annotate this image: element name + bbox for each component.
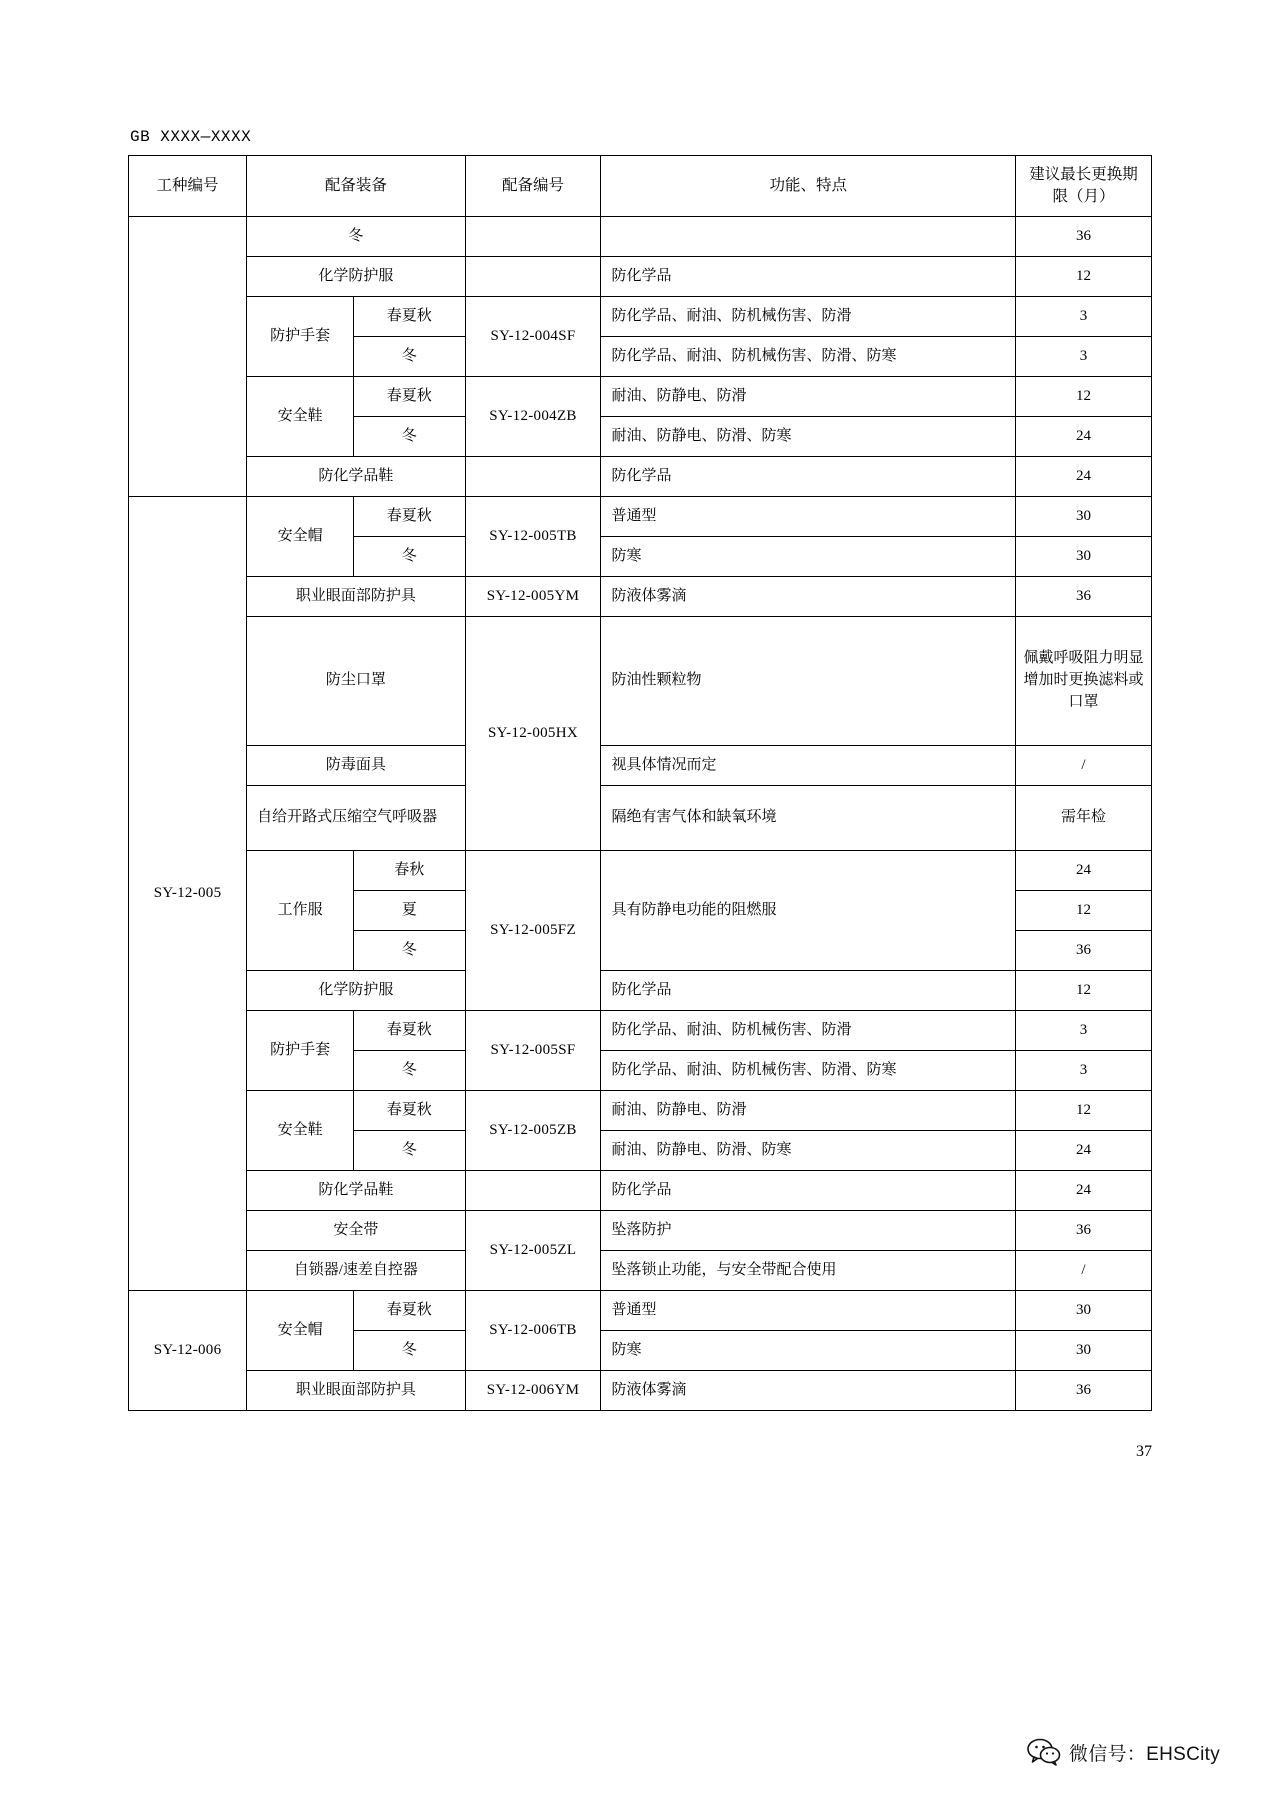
cell-function: 防化学品 [601, 457, 1016, 497]
cell-months: 24 [1016, 1171, 1152, 1211]
cell-equipment-code: SY-12-005HX [465, 617, 601, 851]
table-row [129, 1291, 1152, 1331]
cell-equipment-code: SY-12-005TB [465, 497, 601, 577]
cell-function: 防液体雾滴 [601, 1371, 1016, 1411]
cell-equipment-code: SY-12-005YM [465, 577, 601, 617]
header-function: 功能、特点 [601, 156, 1016, 217]
cell-equipment-chem-shoe: 防化学品鞋 [247, 457, 465, 497]
cell-function: 防化学品、耐油、防机械伤害、防滑、防寒 [601, 337, 1016, 377]
cell-function: 普通型 [601, 1291, 1016, 1331]
cell-season: 冬 [354, 1331, 465, 1371]
cell-months: 12 [1016, 971, 1152, 1011]
cell-equipment-code: SY-12-005ZB [465, 1091, 601, 1171]
cell-months: 3 [1016, 337, 1152, 377]
cell-equipment-helmet: 安全帽 [247, 497, 354, 577]
cell-equipment-chem-shoe: 防化学品鞋 [247, 1171, 465, 1211]
cell-function: 防液体雾滴 [601, 577, 1016, 617]
cell-function: 防化学品 [601, 257, 1016, 297]
cell-months: 3 [1016, 1011, 1152, 1051]
cell-equipment-chem-suit: 化学防护服 [247, 971, 465, 1011]
table-row [129, 377, 1152, 417]
cell-months: 24 [1016, 417, 1152, 457]
header-equipment-code: 配备编号 [465, 156, 601, 217]
cell-function: 具有防静电功能的阻燃服 [601, 851, 1016, 971]
cell-months: 36 [1016, 217, 1152, 257]
cell-months: 需年检 [1016, 786, 1152, 851]
table-row [129, 1011, 1152, 1051]
table-row [129, 217, 1152, 257]
cell-equipment-code [465, 457, 601, 497]
cell-months: 36 [1016, 1371, 1152, 1411]
cell-months: 3 [1016, 1051, 1152, 1091]
cell-equipment-code: SY-12-005ZL [465, 1211, 601, 1291]
table-row [129, 297, 1152, 337]
table-row [129, 1211, 1152, 1251]
cell-months: 24 [1016, 851, 1152, 891]
table-row [129, 786, 1152, 851]
cell-function: 防寒 [601, 1331, 1016, 1371]
cell-function: 防化学品、耐油、防机械伤害、防滑 [601, 1011, 1016, 1051]
cell-equipment-code: SY-12-004ZB [465, 377, 601, 457]
cell-equipment-chem-suit: 化学防护服 [247, 257, 465, 297]
cell-function [601, 217, 1016, 257]
cell-equipment-code: SY-12-005FZ [465, 851, 601, 1011]
cell-season: 冬 [354, 931, 465, 971]
cell-season: 春夏秋 [354, 1291, 465, 1331]
cell-function: 防寒 [601, 537, 1016, 577]
cell-season: 春夏秋 [354, 297, 465, 337]
cell-equipment-harness: 安全带 [247, 1211, 465, 1251]
cell-function: 坠落锁止功能，与安全带配合使用 [601, 1251, 1016, 1291]
cell-equipment-shoe: 安全鞋 [247, 377, 354, 457]
cell-months: 36 [1016, 1211, 1152, 1251]
cell-equipment-helmet: 安全帽 [247, 1291, 354, 1371]
cell-equipment-selflock: 自锁器/速差自控器 [247, 1251, 465, 1291]
cell-function: 防化学品、耐油、防机械伤害、防滑 [601, 297, 1016, 337]
cell-season: 夏 [354, 891, 465, 931]
header-job-code: 工种编号 [129, 156, 247, 217]
cell-equipment-code [465, 1171, 601, 1211]
table-row [129, 577, 1152, 617]
cell-months: / [1016, 746, 1152, 786]
cell-equipment-scba: 自给开路式压缩空气呼吸器 [247, 786, 465, 851]
cell-months: 30 [1016, 537, 1152, 577]
cell-months: 30 [1016, 1291, 1152, 1331]
cell-job-code-group2: SY-12-005 [129, 497, 247, 1291]
cell-months: 36 [1016, 931, 1152, 971]
cell-season: 冬 [354, 1131, 465, 1171]
cell-months: 12 [1016, 257, 1152, 297]
watermark-text: 微信号：EHSCity [1068, 1743, 1220, 1765]
table-row [129, 1171, 1152, 1211]
cell-equipment-glove: 防护手套 [247, 1011, 354, 1091]
ppe-allocation-table [128, 155, 1152, 1411]
cell-months: 30 [1016, 497, 1152, 537]
standard-header: GB XXXX—XXXX [130, 128, 252, 146]
cell-season: 冬 [354, 1051, 465, 1091]
cell-job-code-group1 [129, 217, 247, 497]
cell-season: 春夏秋 [354, 1011, 465, 1051]
cell-months: / [1016, 1251, 1152, 1291]
cell-equipment-code [465, 217, 601, 257]
cell-function: 隔绝有害气体和缺氧环境 [601, 786, 1016, 851]
table-row [129, 497, 1152, 537]
cell-months: 3 [1016, 297, 1152, 337]
cell-months: 佩戴呼吸阻力明显增加时更换滤料或口罩 [1016, 617, 1152, 746]
page-number: 37 [1136, 1443, 1152, 1460]
cell-season: 冬 [354, 537, 465, 577]
cell-equipment-code [465, 257, 601, 297]
cell-function: 防化学品、耐油、防机械伤害、防滑、防寒 [601, 1051, 1016, 1091]
cell-equipment-workwear: 工作服 [247, 851, 354, 971]
cell-season: 冬 [354, 417, 465, 457]
header-replacement-period: 建议最长更换期限（月） [1016, 156, 1152, 217]
cell-function: 坠落防护 [601, 1211, 1016, 1251]
cell-months: 12 [1016, 1091, 1152, 1131]
cell-function: 耐油、防静电、防滑、防寒 [601, 1131, 1016, 1171]
cell-season-winter: 冬 [247, 217, 465, 257]
table-row [129, 851, 1152, 891]
cell-function: 普通型 [601, 497, 1016, 537]
watermark [1027, 1738, 1220, 1766]
cell-equipment-shoe: 安全鞋 [247, 1091, 354, 1171]
table-row [129, 746, 1152, 786]
table-header-row [129, 156, 1152, 217]
table-row [129, 1091, 1152, 1131]
table-row [129, 617, 1152, 746]
cell-season: 春夏秋 [354, 377, 465, 417]
cell-months: 36 [1016, 577, 1152, 617]
cell-months: 24 [1016, 1131, 1152, 1171]
cell-months: 12 [1016, 377, 1152, 417]
cell-equipment-gas-mask: 防毒面具 [247, 746, 465, 786]
cell-equipment-code: SY-12-006YM [465, 1371, 601, 1411]
table-row [129, 971, 1152, 1011]
cell-equipment-code: SY-12-006TB [465, 1291, 601, 1371]
cell-season: 冬 [354, 337, 465, 377]
cell-equipment-eye-face: 职业眼面部防护具 [247, 577, 465, 617]
table-row [129, 1251, 1152, 1291]
cell-months: 12 [1016, 891, 1152, 931]
cell-season: 春夏秋 [354, 497, 465, 537]
cell-equipment-code: SY-12-004SF [465, 297, 601, 377]
cell-season: 春夏秋 [354, 1091, 465, 1131]
cell-function: 耐油、防静电、防滑 [601, 1091, 1016, 1131]
table-row [129, 257, 1152, 297]
cell-equipment-glove: 防护手套 [247, 297, 354, 377]
cell-function: 视具体情况而定 [601, 746, 1016, 786]
cell-equipment-code: SY-12-005SF [465, 1011, 601, 1091]
cell-function: 耐油、防静电、防滑、防寒 [601, 417, 1016, 457]
table-row [129, 1371, 1152, 1411]
cell-function: 耐油、防静电、防滑 [601, 377, 1016, 417]
cell-function: 防油性颗粒物 [601, 617, 1016, 746]
cell-equipment-dust-mask: 防尘口罩 [247, 617, 465, 746]
cell-season: 春秋 [354, 851, 465, 891]
cell-job-code-group3: SY-12-006 [129, 1291, 247, 1411]
cell-function: 防化学品 [601, 971, 1016, 1011]
table-row [129, 457, 1152, 497]
cell-function: 防化学品 [601, 1171, 1016, 1211]
cell-equipment-eye-face: 职业眼面部防护具 [247, 1371, 465, 1411]
header-equipment: 配备装备 [247, 156, 465, 217]
wechat-icon [1027, 1738, 1061, 1766]
cell-months: 30 [1016, 1331, 1152, 1371]
cell-months: 24 [1016, 457, 1152, 497]
